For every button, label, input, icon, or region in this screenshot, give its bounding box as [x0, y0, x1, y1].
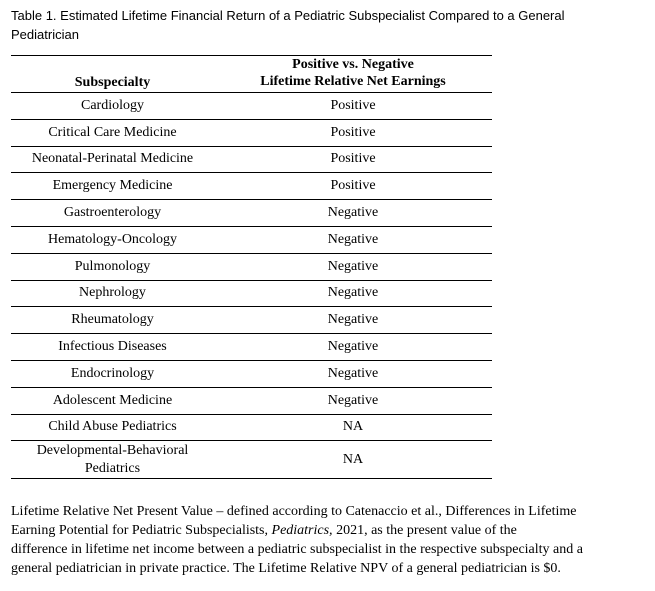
earnings-cell: Negative [327, 339, 379, 355]
subspecialty-cell: Endocrinology [70, 365, 155, 381]
earnings-cell: Positive [330, 151, 376, 167]
subspecialty-cell [11, 442, 214, 478]
table-row [11, 120, 492, 147]
header-subspecialty-label: Subspecialty [74, 75, 151, 90]
earnings-cell: NA [342, 419, 364, 435]
table-row [11, 254, 492, 281]
table-row [11, 93, 492, 120]
subspecialty-cell: Gastroenterology [63, 205, 162, 221]
subspecialty-cell: Pulmonology [74, 258, 151, 274]
table-row [11, 334, 492, 361]
table-row [11, 200, 492, 227]
table-row [11, 361, 492, 388]
footnote-line-1: Lifetime Relative Net Present Value – defined according to Catenaccio et al., Differences in Lifetime [11, 504, 577, 519]
subspecialty-table [11, 55, 492, 479]
earnings-cell: Negative [327, 392, 379, 408]
earnings-cell: Negative [327, 258, 379, 274]
subspecialty-cell: Critical Care Medicine [48, 124, 177, 140]
table-row [11, 388, 492, 415]
subspecialty-cell: Adolescent Medicine [52, 392, 173, 408]
earnings-cell: Positive [330, 178, 376, 194]
table-row [11, 227, 492, 254]
earnings-cell: Positive [330, 97, 376, 113]
earnings-cell: Positive [330, 124, 376, 140]
table-row [11, 415, 492, 442]
subspecialty-cell: Hematology-Oncology [47, 231, 178, 247]
subspecialty-cell-line-2: Pediatrics [84, 460, 141, 476]
table-footnote [11, 502, 641, 578]
footnote-line-2 [11, 521, 641, 540]
earnings-cell: Negative [327, 205, 379, 221]
header-earnings [214, 56, 492, 92]
footnote-line-4: general pediatrician in private practice. The Lifetime Relative NPV of a general pediatrician is $0. [11, 561, 561, 576]
earnings-cell: Negative [327, 231, 379, 247]
subspecialty-cell: Cardiology [81, 97, 144, 113]
subspecialty-cell: Rheumatology [71, 312, 154, 328]
subspecialty-cell: Infectious Diseases [58, 339, 167, 355]
footnote-line-2-pre: Earning Potential for Pediatric Subspecialists, [11, 523, 272, 538]
earnings-cell: Negative [327, 365, 379, 381]
earnings-cell: NA [342, 451, 364, 467]
caption-line-1: Table 1. Estimated Lifetime Financial Return of a Pediatric Subspecialist Compared to a General [11, 8, 565, 23]
footnote-line-2-post: 2021, as the present value of the [332, 523, 517, 538]
table-header-row [11, 56, 492, 92]
subspecialty-cell: Nephrology [79, 285, 146, 301]
header-earnings-line-1: Positive vs. Negative [292, 57, 414, 72]
subspecialty-cell: Child Abuse Pediatrics [48, 419, 177, 435]
table-row [11, 173, 492, 200]
header-subspecialty [11, 56, 214, 92]
footnote-journal: Pediatrics, [271, 523, 333, 538]
table-row [11, 281, 492, 308]
table-caption [11, 6, 611, 44]
subspecialty-cell: Emergency Medicine [52, 178, 173, 194]
table-row [11, 441, 492, 479]
subspecialty-cell-line-1: Developmental-Behavioral [36, 442, 189, 458]
subspecialty-cell: Neonatal-Perinatal Medicine [31, 151, 194, 167]
header-earnings-line-2: Lifetime Relative Net Earnings [260, 74, 446, 89]
earnings-cell: Negative [327, 312, 379, 328]
caption-line-2: Pediatrician [11, 27, 79, 42]
footnote-line-3: difference in lifetime net income between a pediatric subspecialist in the respective subspecialty and a [11, 542, 583, 557]
table-row [11, 307, 492, 334]
table-row [11, 147, 492, 174]
earnings-cell: Negative [327, 285, 379, 301]
